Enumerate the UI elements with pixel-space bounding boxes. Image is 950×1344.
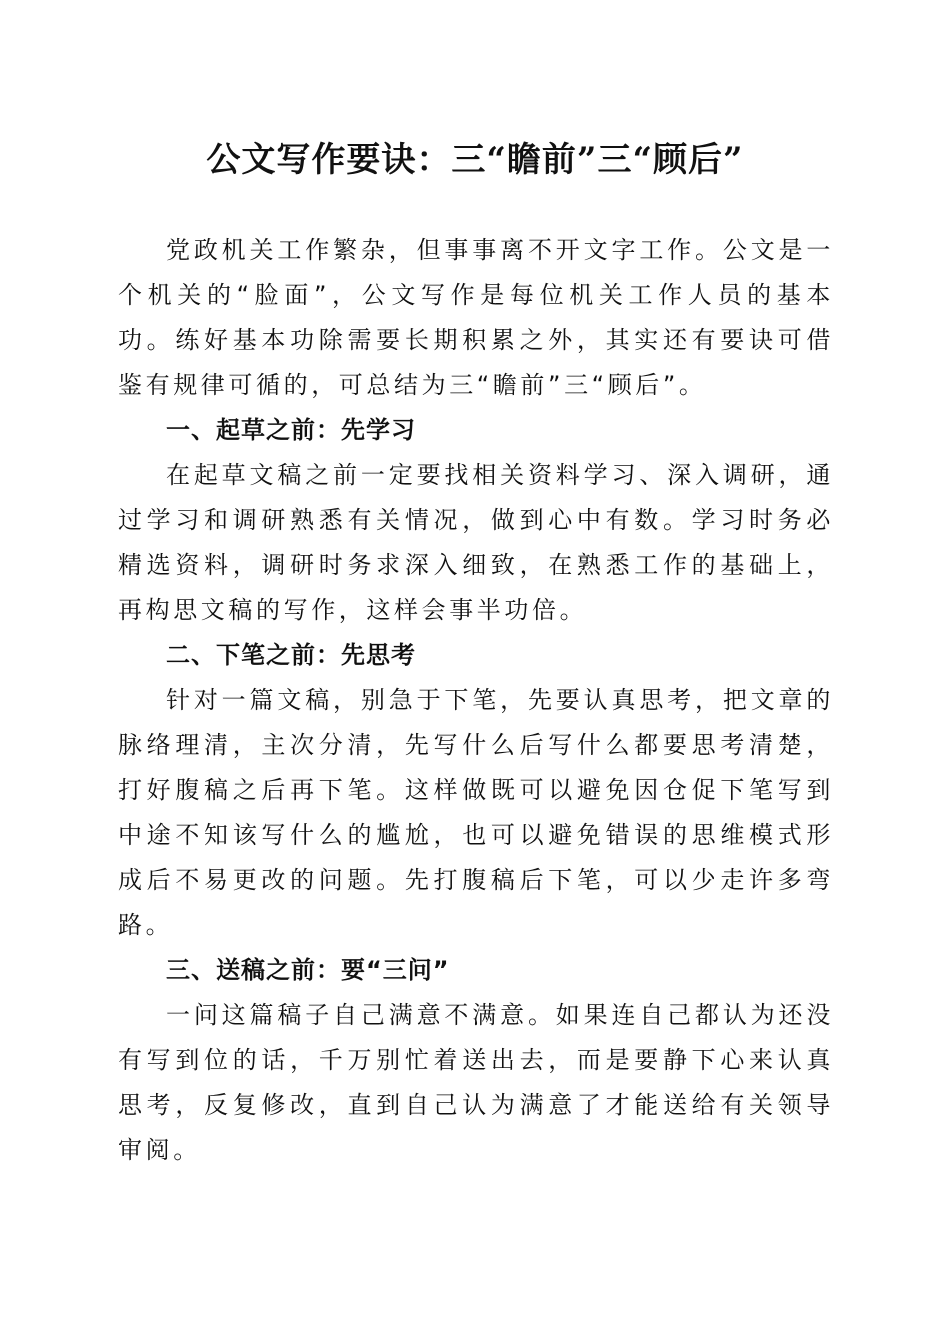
document-title: 公文写作要诀：三“瞻前”三“顾后” [206, 140, 744, 180]
section-paragraph-3: 一问这篇稿子自己满意不满意。如果连自己都认为还没有写到位的话，千万别忙着送出去，而是要静下心来认真思考，反复修改，直到自己认为满意了才能送给有关领导审阅。 [118, 1001, 834, 1164]
intro-paragraph: 党政机关工作繁杂，但事事离不开文字工作。公文是一个机关的“脸面”，公文写作是每位机关工作人员的基本功。练好基本功除需要长期积累之外，其实还有要诀可借鉴有规律可循的，可总结为三“瞻前”三“顾后”。 [118, 236, 834, 399]
section-paragraph-1: 在起草文稿之前一定要找相关资料学习、深入调研，通过学习和调研熟悉有关情况，做到心中有数。学习时务必精选资料，调研时务求深入细致，在熟悉工作的基础上，再构思文稿的写作，这样会事半功倍。 [118, 461, 834, 624]
section-heading-1: 一、起草之前：先学习 [166, 416, 416, 444]
section-heading-2: 二、下笔之前：先思考 [166, 641, 416, 669]
document-body [118, 228, 834, 1173]
section-heading-3: 三、送稿之前：要“三问” [166, 956, 450, 984]
section-paragraph-2: 针对一篇文稿，别急于下笔，先要认真思考，把文章的脉络理清，主次分清，先写什么后写什么都要思考清楚，打好腹稿之后再下笔。这样做既可以避免因仓促下笔写到中途不知该写什么的尴尬，也可以避免错误的思维模式形成后不易更改的问题。先打腹稿后下笔，可以少走许多弯路。 [118, 686, 834, 939]
